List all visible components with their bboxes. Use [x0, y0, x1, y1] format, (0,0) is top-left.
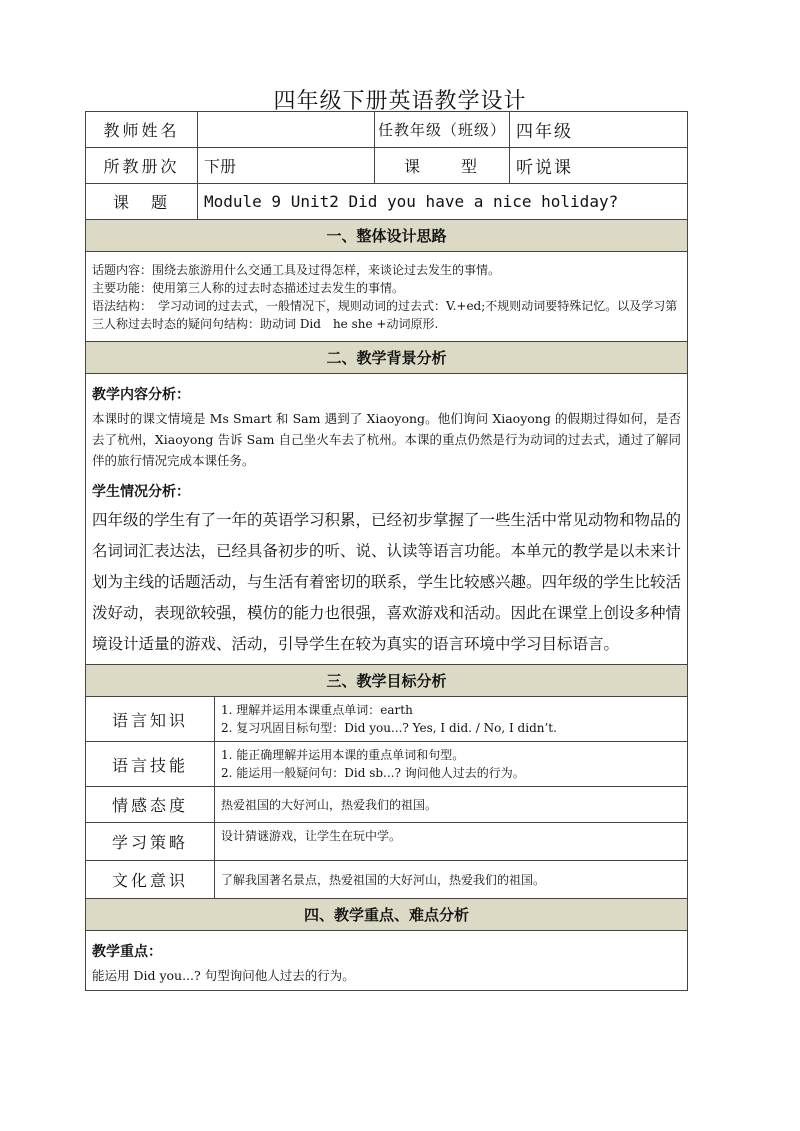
- objective-line: 2. 能运用一般疑问句：Did sb...? 询问他人过去的行为。: [221, 766, 525, 780]
- objective-content: [215, 697, 688, 742]
- objective-label: 学习策略: [86, 823, 215, 861]
- focus-text: 能运用 Did you...? 句型询问他人过去的行为。: [92, 968, 355, 983]
- type-value: 听说课: [510, 148, 688, 184]
- topic-label: 课 题: [86, 184, 198, 220]
- objective-label: 情感态度: [86, 787, 215, 823]
- design-idea-block: [86, 252, 688, 342]
- design-line: 语法结构： 学习动词的过去式，一般情况下，规则动词的过去式：V.+ed;不规则动词要特殊记忆。以及学习第三人称过去时态的疑问句结构：助动词 Did he she +动词原形.: [92, 298, 678, 331]
- objective-line: 1. 理解并运用本课重点单词：earth: [221, 703, 413, 717]
- objective-line: 2. 复习巩固目标句型：Did you...? Yes, I did. / No, I didn’t.: [221, 721, 557, 735]
- objective-content: [215, 787, 688, 823]
- student-analysis-title: 学生情况分析：: [92, 484, 190, 500]
- objective-label: 语言知识: [86, 697, 215, 742]
- lesson-plan-table: [85, 111, 688, 991]
- content-analysis-text: 本课时的课文情境是 Ms Smart 和 Sam 遇到了 Xiaoyong。他们询问 Xiaoyong 的假期过得如何，是否去了杭州，Xiaoyong 告诉 Sam 自己坐火车去了杭州。本课的重点仍然是行为动词的过去式，通过了解同伴的旅行情况完成本课任务。: [92, 411, 681, 468]
- student-analysis-text: 四年级的学生有了一年的英语学习积累，已经初步掌握了一些生活中常见动物和物品的名词词汇表达法，已经具备初步的听、说、认读等语言功能。本单元的教学是以未来计划为主线的话题活动，与生活有着密切的联系，学生比较感兴趣。四年级的学生比较活泼好动，表现欲较强，模仿的能力也很强，喜欢游戏和活动。因此在课堂上创设多种情境设计适量的游戏、活动，引导学生在较为真实的语言环境中学习目标语言。: [92, 511, 682, 653]
- teacher-value: [198, 112, 375, 148]
- type-label: 课 型: [375, 148, 510, 184]
- section1-heading: 一、整体设计思路: [86, 220, 688, 252]
- design-line: 话题内容：围绕去旅游用什么交通工具及过得怎样，来谈论过去发生的事情。: [92, 262, 501, 277]
- section3-heading: 三、教学目标分析: [86, 665, 688, 697]
- content-analysis-title: 教学内容分析：: [92, 387, 190, 403]
- objective-label: 语言技能: [86, 742, 215, 787]
- design-line: 主要功能：使用第三人称的过去时态描述过去发生的事情。: [92, 280, 405, 295]
- page-title: 四年级下册英语教学设计: [273, 89, 527, 114]
- teacher-label: 教师姓名: [86, 112, 198, 148]
- objective-content: [215, 861, 688, 899]
- objective-content: [215, 742, 688, 787]
- objective-label: 文化意识: [86, 861, 215, 899]
- grade-label: 任教年级（班级）: [375, 112, 510, 148]
- objective-line: 1. 能正确理解并运用本课的重点单词和句型。: [221, 748, 465, 762]
- focus-title: 教学重点：: [92, 944, 162, 960]
- section2-heading: 二、教学背景分析: [86, 342, 688, 374]
- volume-label: 所教册次: [86, 148, 198, 184]
- objective-content: [215, 823, 688, 861]
- objective-line: 了解我国著名景点，热爱祖国的大好河山，热爱我们的祖国。: [221, 872, 546, 887]
- objective-line: 设计猜谜游戏，让学生在玩中学。: [221, 829, 402, 843]
- section4-heading: 四、教学重点、难点分析: [86, 899, 688, 931]
- objective-line: 热爱祖国的大好河山，热爱我们的祖国。: [221, 797, 438, 812]
- grade-value: 四年级: [510, 112, 688, 148]
- background-block: [86, 374, 688, 665]
- volume-value: 下册: [198, 148, 375, 184]
- focus-block: [86, 931, 688, 991]
- topic-value: Module 9 Unit2 Did you have a nice holiday?: [198, 184, 688, 220]
